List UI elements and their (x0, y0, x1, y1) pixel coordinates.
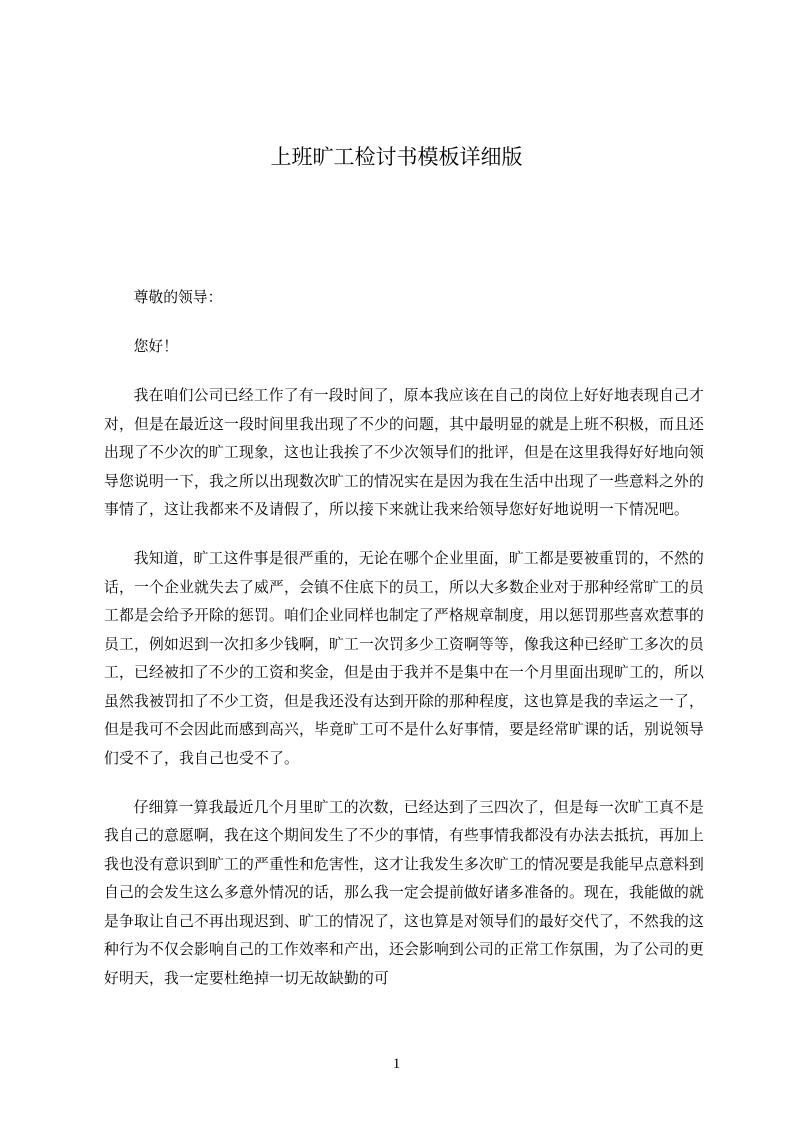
document-body (104, 284, 704, 1014)
document-title: 上班旷工检讨书模板详细版 (270, 145, 523, 169)
paragraph-3: 仔细算一算我最近几个月里旷工的次数，已经达到了三四次了，但是每一次旷工真不是我自己的意愿啊，我在这个期间发生了不少的事情，有些事情我都没有办法去抵抗，再加上我也没有意识到旷工的严重性和危害性，这才让我发生多次旷工的情况要是我能早点意料到自己的会发生这么多意外情况的话，那么我一定会提前做好诸多准备的。现在，我能做的就是争取让自己不再出现迟到、旷工的情况了，这也算是对领导们的最好交代了，不然我的这种行为不仅会影响自己的工作效率和产出，还会影响到公司的正常工作氛围，为了公司的更好明天，我一定要杜绝掉一切无故缺勤的可 (104, 798, 704, 987)
paragraph-1: 我在咱们公司已经工作了有一段时间了，原本我应该在自己的岗位上好好地表现自己才对，但是在最近这一段时间里我出现了不少的问题，其中最明显的就是上班不积极，而且还出现了不少次的旷工现象，这也让我挨了不少次领导们的批评，但是在这里我得好好地向领导您说明一下，我之所以出现数次旷工的情况实在是因为我在生活中出现了一些意料之外的事情了，这让我都来不及请假了，所以接下来就让我来给领导您好好地说明一下情况吧。 (104, 387, 704, 518)
greeting: 您好！ (133, 338, 178, 355)
paragraph-2: 我知道，旷工这件事是很严重的，无论在哪个企业里面，旷工都是要被重罚的，不然的话，一个企业就失去了威严，会镇不住底下的员工，所以大多数企业对于那种经常旷工的员工都是会给予开除的惩罚。咱们企业同样也制定了严格规章制度，用以惩罚那些喜欢惹事的员工，例如迟到一次扣多少钱啊，旷工一次罚多少工资啊等等，像我这种已经旷工多次的员工，已经被扣了不少的工资和奖金，但是由于我并不是集中在一个月里面出现旷工的，所以虽然我被罚扣了不少工资，但是我还没有达到开除的那种程度，这也算是我的幸运之一了，但是我可不会因此而感到高兴，毕竟旷工可不是什么好事情，要是经常旷课的话，别说领导们受不了，我自己也受不了。 (104, 550, 704, 767)
salutation: 尊敬的领导： (133, 289, 223, 306)
page-number: 1 (392, 1056, 401, 1072)
